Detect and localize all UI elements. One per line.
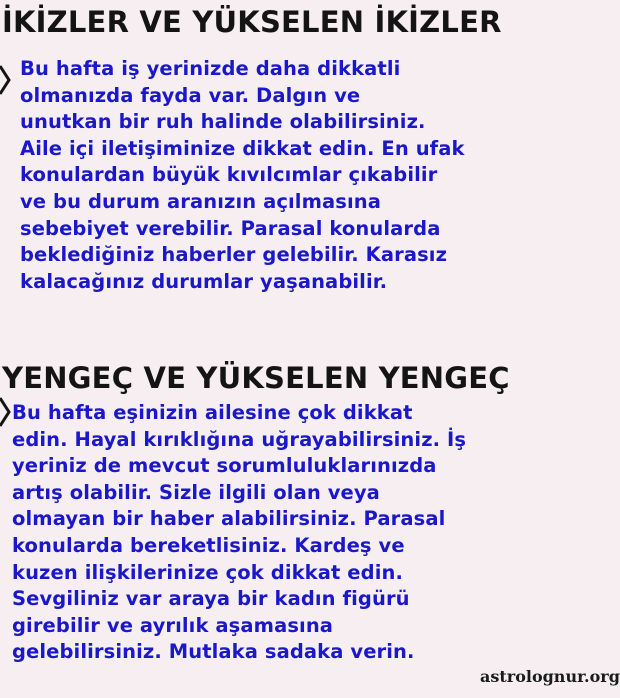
text-line: sebebiyet verebilir. Parasal konularda [20,216,441,240]
text-line: edin. Hayal kırıklığına uğrayabilirsiniz. İş [12,427,467,451]
text-line: Aile içi iletişiminize dikkat edin. En ufak [20,136,465,160]
text-line: girebilir ve ayrılık aşamasına [12,613,334,637]
watermark: astrolognur.org [480,667,620,686]
horoscope-text-cancer [12,400,466,666]
text-line: artış olabilir. Sizle ilgili olan veya [12,480,380,504]
text-line: beklediğiniz haberler gelebilir. Karasız [20,243,448,267]
text-line: konulardan büyük kıvılcımlar çıkabilir [20,163,438,187]
text-line: Sevgiliniz var araya bir kadın figürü [12,587,410,611]
horoscope-text-gemini [20,56,465,295]
text-line: Bu hafta eşinizin ailesine çok dikkat [12,401,413,424]
text-line: olmayan bir haber alabilirsiniz. Parasal [12,507,446,531]
text-line: kalacağınız durumlar yaşanabilir. [20,269,388,293]
text-line: konularda bereketlisiniz. Kardeş ve [12,533,405,557]
text-line: Bu hafta iş yerinizde daha dikkatli [20,57,401,80]
text-line: olmanızda fayda var. Dalgın ve [20,83,361,107]
section-heading-cancer: YENGEÇ VE YÜKSELEN YENGEÇ [2,361,510,395]
text-line: yeriniz de mevcut sorumluluklarınızda [12,454,437,478]
text-line: ve bu durum aranızın açılmasına [20,189,382,213]
section-heading-gemini: İKİZLER VE YÜKSELEN İKİZLER [2,5,502,39]
text-line: kuzen ilişkilerinize çok dikkat edin. [12,560,403,584]
zodiac-ornament-icon [0,60,14,100]
text-line: unutkan bir ruh halinde olabilirsiniz. [20,110,426,134]
text-line: gelebilirsiniz. Mutlaka sadaka verin. [12,640,415,664]
